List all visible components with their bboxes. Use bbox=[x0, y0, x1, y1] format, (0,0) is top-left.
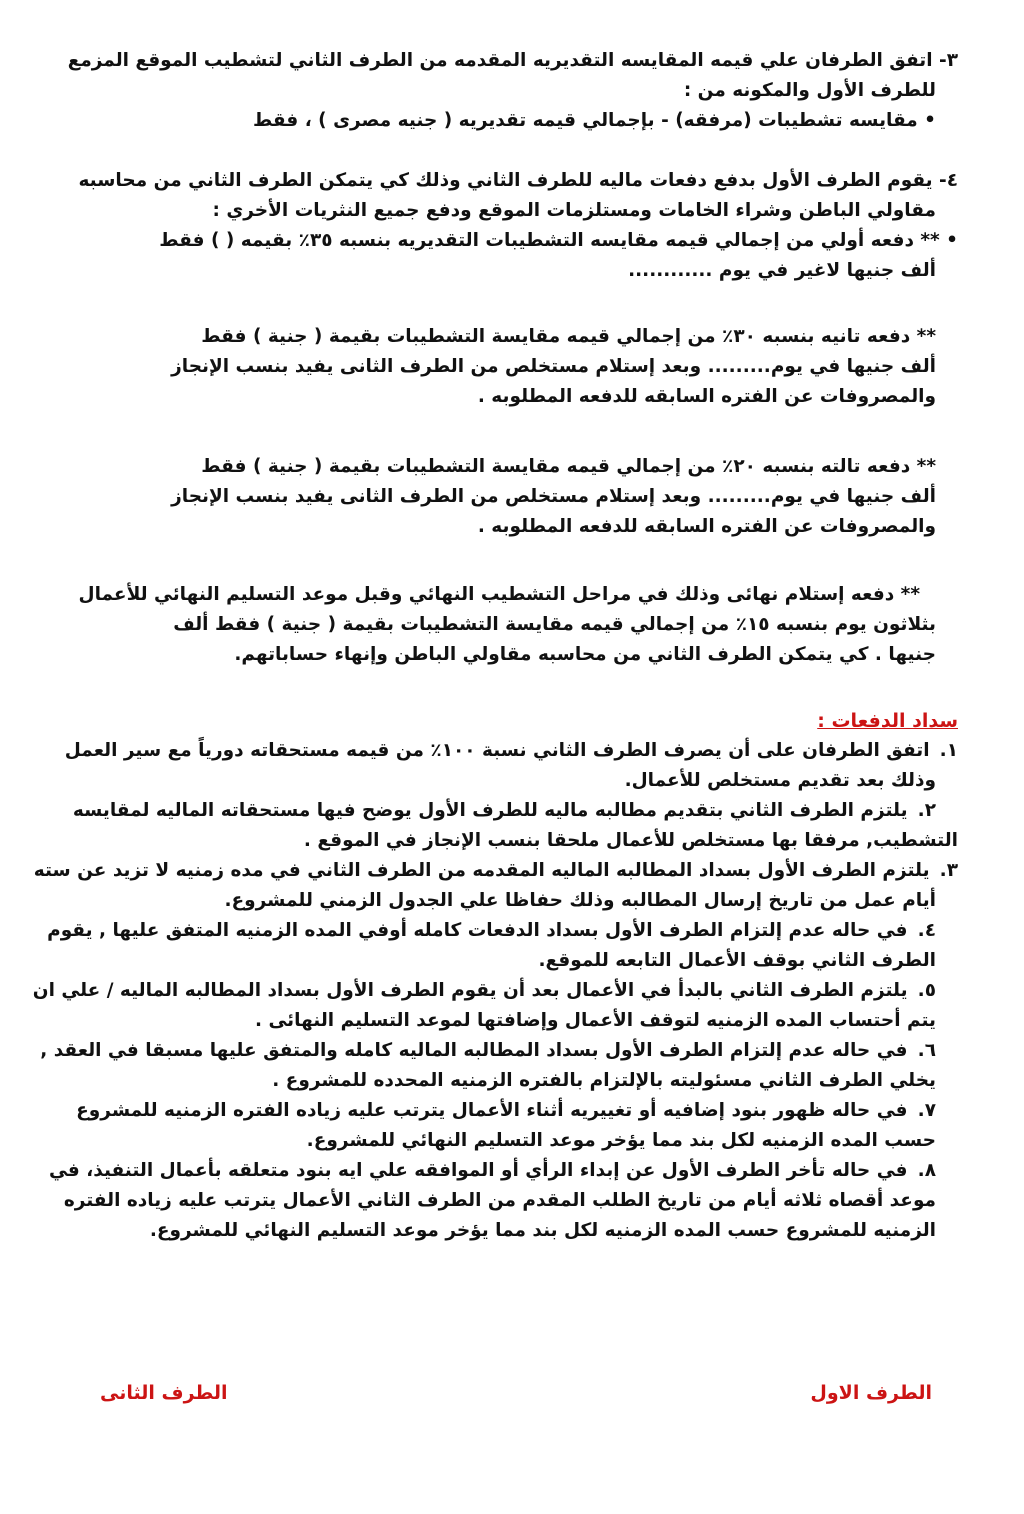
clause-4 bbox=[70, 166, 958, 286]
payment-term-line: الزمنيه للمشروع حسب المده الزمنيه لكل بند مما يؤخر موعد التسليم النهائي للمشروع. bbox=[149, 1220, 936, 1241]
payment-term-line: في حاله تأخر الطرف الأول عن إبداء الرأي أو الموافقه علي ايه بنود متعلقه بأعمال التنفيذ، في bbox=[48, 1160, 908, 1181]
clause-3 bbox=[67, 46, 958, 136]
payment-term-number: ٥. bbox=[917, 980, 936, 1001]
payment-term-5 bbox=[32, 976, 958, 1036]
third-payment-line-2: ألف جنيها في يوم......... وبعد إستلام مستخلص من الطرف الثانى يفيد بنسب الإنجاز bbox=[171, 486, 936, 507]
clause-3-bullet: • مقايسه تشطيبات (مرفقه) - بإجمالي قيمه تقديريه ( جنيه مصرى ) ، فقط bbox=[253, 110, 936, 131]
clause-4-line-1: ٤- يقوم الطرف الأول بدفع دفعات ماليه للطرف الثاني وذلك كي يتمكن الطرف الثاني من محاسبه bbox=[78, 170, 958, 191]
final-payment-line-2: بثلاثون يوم بنسبه ١٥٪ من إجمالي قيمه مقايسة التشطيبات بقيمة ( جنية ) فقط ألف bbox=[173, 614, 936, 635]
second-payment-line-1: ** دفعه تانيه بنسبه ٣٠٪ من إجمالي قيمه مقايسة التشطيبات بقيمة ( جنية ) فقط bbox=[201, 326, 936, 347]
clause-3-line-1: ٣- اتفق الطرفان علي قيمه المقايسه التقديريه المقدمه من الطرف الثاني لتشطيب الموقع المزمع bbox=[67, 50, 958, 71]
first-payment-line-2: ألف جنيها لاغير في يوم ............ bbox=[628, 260, 936, 281]
payment-term-line: موعد أقصاه ثلاثه أيام من تاريخ الطلب المقدم من الطرف الثاني الأعمال يترتب عليه زياده الفتره bbox=[63, 1190, 936, 1211]
payment-term-number: ١. bbox=[939, 740, 958, 761]
payment-term-number: ٧. bbox=[917, 1100, 936, 1121]
payment-term-number: ٣. bbox=[939, 860, 958, 881]
payments-list bbox=[32, 736, 958, 1246]
payment-term-number: ٦. bbox=[917, 1040, 936, 1061]
final-payment-line-1: ** دفعه إستلام نهائى وذلك في مراحل التشطيب النهائي وقبل موعد التسليم النهائي للأعمال bbox=[78, 584, 920, 605]
payment-term-2 bbox=[70, 796, 958, 856]
first-party-signature-label: الطرف الاول bbox=[810, 1382, 932, 1404]
payment-term-line: يلتزم الطرف الأول بسداد المطالبه الماليه المقدمه من الطرف الثاني في مده زمنيه لا تزيد عن سته bbox=[33, 860, 930, 881]
clause-4-line-2: مقاولي الباطن وشراء الخامات ومستلزمات الموقع ودفع جميع النثريات الأخري : bbox=[212, 200, 936, 221]
final-payment-line-3: جنيها . كي يتمكن الطرف الثاني من محاسبه مقاولي الباطن وإنهاء حساباتهم. bbox=[234, 644, 936, 665]
payment-term-line: يلتزم الطرف الثاني بالبدأ في الأعمال بعد أن يقوم الطرف الأول بسداد المطالبه الماليه / علي ان bbox=[32, 980, 908, 1001]
payment-term-line: الطرف الثاني بوقف الأعمال التابعه للموقع. bbox=[538, 950, 936, 971]
payment-term-line: يخلي الطرف الثاني مسئوليته بالإلتزام بالفتره الزمنيه المحدده للمشروع . bbox=[272, 1070, 936, 1091]
second-payment-line-3: والمصروفات عن الفتره السابقه للدفعه المطلوبه . bbox=[477, 386, 936, 407]
final-payment bbox=[70, 580, 958, 670]
payment-term-4 bbox=[47, 916, 958, 976]
payment-term-line: يلتزم الطرف الثاني بتقديم مطالبه ماليه للطرف الأول يوضح فيها مستحقاته الماليه لمقايسه bbox=[72, 800, 908, 821]
payments-section-title: سداد الدفعات : bbox=[817, 710, 958, 732]
payment-term-number: ٤. bbox=[917, 920, 936, 941]
second-party-signature-label: الطرف الثانى bbox=[100, 1382, 228, 1404]
payment-term-line: يتم أحتساب المده الزمنيه لتوقف الأعمال وإضافتها لموعد التسليم النهائى . bbox=[255, 1010, 936, 1031]
contract-page bbox=[32, 46, 958, 1246]
payment-term-1 bbox=[64, 736, 958, 796]
payment-term-line: اتفق الطرفان على أن يصرف الطرف الثاني نسبة ١٠٠٪ من قيمه مستحقاته دورياً مع سير العمل bbox=[64, 740, 930, 761]
second-payment-line-2: ألف جنيها في يوم......... وبعد إستلام مستخلص من الطرف الثانى يفيد بنسب الإنجاز bbox=[171, 356, 936, 377]
clause-3-line-2: للطرف الأول والمكونه من : bbox=[683, 80, 936, 101]
payment-term-line: وذلك بعد تقديم مستخلص للأعمال. bbox=[624, 770, 936, 791]
payment-term-8 bbox=[48, 1156, 958, 1246]
payment-term-3 bbox=[33, 856, 958, 916]
payment-term-line: في حاله ظهور بنود إضافيه أو تغييريه أثناء الأعمال يترتب عليه زياده الفتره الزمنيه للمشروع bbox=[76, 1100, 908, 1121]
payment-term-line: أيام عمل من تاريخ إرسال المطالبه وذلك حفاظا علي الجدول الزمني للمشروع. bbox=[224, 890, 936, 911]
payment-term-line: التشطيب, مرفقا بها مستخلص للأعمال ملحقا بنسب الإنجاز في الموقع . bbox=[303, 830, 958, 851]
payment-term-line: في حاله عدم إلتزام الطرف الأول بسداد الدفعات كامله أوفي المده الزمنيه المتفق عليها , يقوم bbox=[47, 920, 908, 941]
third-payment bbox=[70, 452, 958, 542]
signature-row bbox=[100, 1382, 932, 1404]
payment-term-number: ٨. bbox=[917, 1160, 936, 1181]
third-payment-line-1: ** دفعه تالته بنسبه ٢٠٪ من إجمالي قيمه مقايسة التشطيبات بقيمة ( جنية ) فقط bbox=[201, 456, 936, 477]
third-payment-line-3: والمصروفات عن الفتره السابقه للدفعه المطلوبه . bbox=[477, 516, 936, 537]
first-payment-line-1: • ** دفعه أولي من إجمالي قيمه مقايسه التشطيبات التقديريه بنسبه ٣٥٪ بقيمه ( ) فقط bbox=[159, 230, 958, 251]
payment-term-line: في حاله عدم إلتزام الطرف الأول بسداد المطالبه الماليه كامله والمتفق عليها مسبقا في العقد , bbox=[40, 1040, 908, 1061]
second-payment bbox=[70, 322, 958, 412]
payment-term-6 bbox=[40, 1036, 958, 1096]
payment-term-line: حسب المده الزمنيه لكل بند مما يؤخر موعد التسليم النهائي للمشروع. bbox=[306, 1130, 936, 1151]
payment-term-7 bbox=[70, 1096, 958, 1156]
payment-term-number: ٢. bbox=[917, 800, 936, 821]
